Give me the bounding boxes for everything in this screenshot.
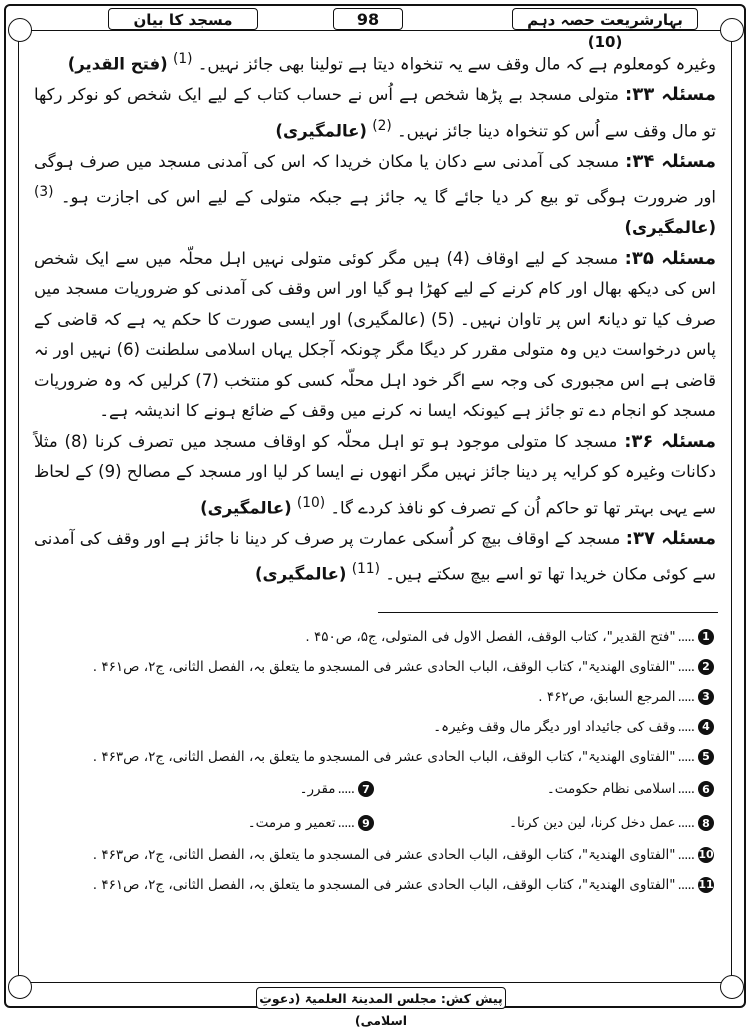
footnote: 7 ..... مقرر۔ <box>34 781 374 797</box>
corner-ornament <box>8 18 32 42</box>
footnote: 11 ..... "الفتاوی الھندیۃ"، کتاب الوقف، الباب الحادی عشر فی المسجدو ما یتعلق بہ، الفصل الثانی، ج۲، ص۴۶۱ . <box>34 870 714 900</box>
footnote-text: "الفتاوی الھندیۃ"، کتاب الوقف، الباب الحادی عشر فی المسجدو ما یتعلق بہ، الفصل الثانی، ج۲، ص۴۶۳ . <box>92 847 676 863</box>
paragraph-text: وغیرہ کومعلوم ہے کہ مال وقف سے یہ تنخواہ دیتا ہے تولینا بھی جائز نہیں۔ <box>197 54 716 74</box>
footnote-text: المرجع السابق، ص۴۶۲ . <box>538 689 676 705</box>
footnotes <box>34 622 714 900</box>
corner-ornament <box>720 18 744 42</box>
footnote-separator <box>378 612 718 613</box>
footnote: 10 ..... "الفتاوی الھندیۃ"، کتاب الوقف، الباب الحادی عشر فی المسجدو ما یتعلق بہ، الفصل الثانی، ج۲، ص۴۶۳ . <box>34 840 714 870</box>
source-citation: (عالمگیری) <box>624 218 716 237</box>
masala-heading: مسئلہ ۳۴: <box>625 150 716 172</box>
footnote-number: 6 <box>698 781 714 797</box>
footnote-number: 7 <box>358 781 374 797</box>
masala-heading: مسئلہ ۳۶: <box>624 430 716 452</box>
paragraph-text: مسجد کے لیے اوقاف (4) ہیں مگر کوئی متولی نہیں اہل محلّہ میں سے ایک شخص اس کی دیکھ بھال اور کام کرنے کے لیے کھڑا ہو گیا اور اس وقف کی آمدنی کو ضروریات مسجد میں صرف کیا تو دیانۃً اس پر تاوان نہیں۔ (5) (عالمگیری) اور ایسی صورت کا حکم یہ ہے کہ قاضی کے پاس درخواست دیں وہ متولی مقرر کر دیگا مگر چونکہ آجکل یہاں اسلامی سلطنت (6) نہیں اور نہ قاضی ہے اس مجبوری کی وجہ سے اگر خود اہل محلّہ کسی کو منتخب (7) کرلیں کہ وہ ضروریات مسجد کو انجام دے تو جائز ہے کیونکہ ایسا نہ کرنے میں وقف کے ضائع ہونے کا اندیشہ ہے۔ <box>34 248 716 420</box>
masala-heading: مسئلہ ۳۵: <box>624 247 716 269</box>
footnote-text: عمل دخل کرنا، لین دین کرنا۔ <box>509 815 676 831</box>
publisher-footer: پیش کش: مجلس المدینۃ العلمیۃ (دعوتِ اسلامی) <box>256 987 506 1009</box>
footnote-number: 3 <box>698 689 714 705</box>
corner-ornament <box>720 975 744 999</box>
paragraph <box>34 244 716 427</box>
paragraph <box>34 44 716 80</box>
source-citation: (عالمگیری) <box>254 564 347 584</box>
footnote-text: تعمیر و مرمت۔ <box>247 815 336 831</box>
paragraph <box>34 524 716 591</box>
footnote: 1 ..... "فتح القدیر"، کتاب الوقف، الفصل الاول فی المتولی، ج۵، ص۴۵۰ . <box>34 622 714 652</box>
footnote-text: وقف کی جائیداد اور دیگر مال وقف وغیرہ۔ <box>433 719 676 735</box>
footnote-text: "الفتاوی الھندیۃ"، کتاب الوقف، الباب الحادی عشر فی المسجدو ما یتعلق بہ، الفصل الثانی، ج۲، ص۴۶۱ . <box>92 659 676 675</box>
source-citation: (عالمگیری) <box>275 121 367 140</box>
footnote-ref: (2) <box>372 117 392 134</box>
footnote-ref: (11) <box>351 561 380 577</box>
footnote-pair <box>34 772 714 806</box>
footnote: 4 ..... وقف کی جائیداد اور دیگر مال وقف وغیرہ۔ <box>34 712 714 742</box>
footnote: 2 ..... "الفتاوی الھندیۃ"، کتاب الوقف، الباب الحادی عشر فی المسجدو ما یتعلق بہ، الفصل الثانی، ج۲، ص۴۶۱ . <box>34 652 714 682</box>
footnote: 6 ..... اسلامی نظام حکومت۔ <box>374 781 714 797</box>
footnote: 3 ..... المرجع السابق، ص۴۶۲ . <box>34 682 714 712</box>
paragraph-text: مسجد کے اوقاف بیچ کر اُسکی عمارت پر صرف کر دینا نا جائز ہے اور وقف کی آمدنی سے کوئی مکان خریدا تھا تو اسے بیچ سکتے ہیں۔ <box>34 528 716 584</box>
paragraph-text: مسجد کی آمدنی سے دکان یا مکان خریدا کہ اس کی آمدنی مسجد میں صرف ہوگی اور ضرورت ہوگی تو بیع کر دیا جائے گا یہ جائز ہے جبکہ متولی کے لیے اس کی اجازت ہو۔ <box>34 151 717 207</box>
footnote-number: 2 <box>698 659 714 675</box>
footnote: 5 ..... "الفتاوی الھندیۃ"، کتاب الوقف، الباب الحادی عشر فی المسجدو ما یتعلق بہ، الفصل الثانی، ج۲، ص۴۶۳ . <box>34 742 714 772</box>
footnote-number: 5 <box>698 749 714 765</box>
footnote: 9 ..... تعمیر و مرمت۔ <box>34 815 374 831</box>
footnote-text: مقرر۔ <box>299 781 336 797</box>
footnote-pair <box>34 806 714 840</box>
header-book-title: بہارِشریعت حصہ دہم (10) <box>512 8 698 30</box>
footnote-ref: (3) <box>34 184 54 200</box>
footnote-number: 4 <box>698 719 714 735</box>
paragraph-text: متولی مسجد بے پڑھا شخص ہے اُس نے حساب کتاب کے لیے ایک شخص کو نوکر رکھا تو مال وقف سے اُس کو تنخواہ دینا جائز نہیں۔ <box>34 85 716 140</box>
footnote-ref: (10) <box>296 494 326 511</box>
paragraph <box>34 80 716 147</box>
header-chapter-title: مسجد کا بیان <box>108 8 258 30</box>
footnote: 8 ..... عمل دخل کرنا، لین دین کرنا۔ <box>374 815 714 831</box>
masala-heading: مسئلہ ۳۳: <box>625 84 716 105</box>
main-text <box>34 44 716 590</box>
footnote-number: 1 <box>698 629 714 645</box>
footnote-ref: (1) <box>172 51 193 67</box>
footnote-number: 10 <box>698 848 714 861</box>
masala-heading: مسئلہ ۳۷: <box>625 527 717 549</box>
footnote-number: 9 <box>358 815 374 831</box>
footnote-text: "الفتاوی الھندیۃ"، کتاب الوقف، الباب الحادی عشر فی المسجدو ما یتعلق بہ، الفصل الثانی، ج۲، ص۴۶۱ . <box>92 877 676 893</box>
footnote-text: اسلامی نظام حکومت۔ <box>546 781 676 797</box>
page-number: 98 <box>333 8 403 30</box>
footnote-number: 8 <box>698 815 714 831</box>
source-citation: (فتح القدیر) <box>67 54 168 74</box>
paragraph <box>34 147 716 244</box>
paragraph <box>34 427 716 524</box>
footnote-text: "الفتاوی الھندیۃ"، کتاب الوقف، الباب الحادی عشر فی المسجدو ما یتعلق بہ، الفصل الثانی، ج۲، ص۴۶۳ . <box>92 749 676 765</box>
footnote-text: "فتح القدیر"، کتاب الوقف، الفصل الاول فی المتولی، ج۵، ص۴۵۰ . <box>305 629 676 645</box>
corner-ornament <box>8 975 32 999</box>
footnote-number: 11 <box>698 878 714 891</box>
paragraph-text: مسجد کا متولی موجود ہو تو اہل محلّہ کو اوقاف مسجد میں تصرف کرنا (8) مثلاً دکانات وغیرہ کو کرایہ پر دینا جائز نہیں مگر انھوں نے ایسا کر لیا اور مسجد کے مصالح (9) کے لحاظ سے یہی بہتر تھا تو حاکم اُن کے تصرف کو نافذ کردے گا۔ <box>34 431 716 517</box>
source-citation: (عالمگیری) <box>200 498 292 517</box>
